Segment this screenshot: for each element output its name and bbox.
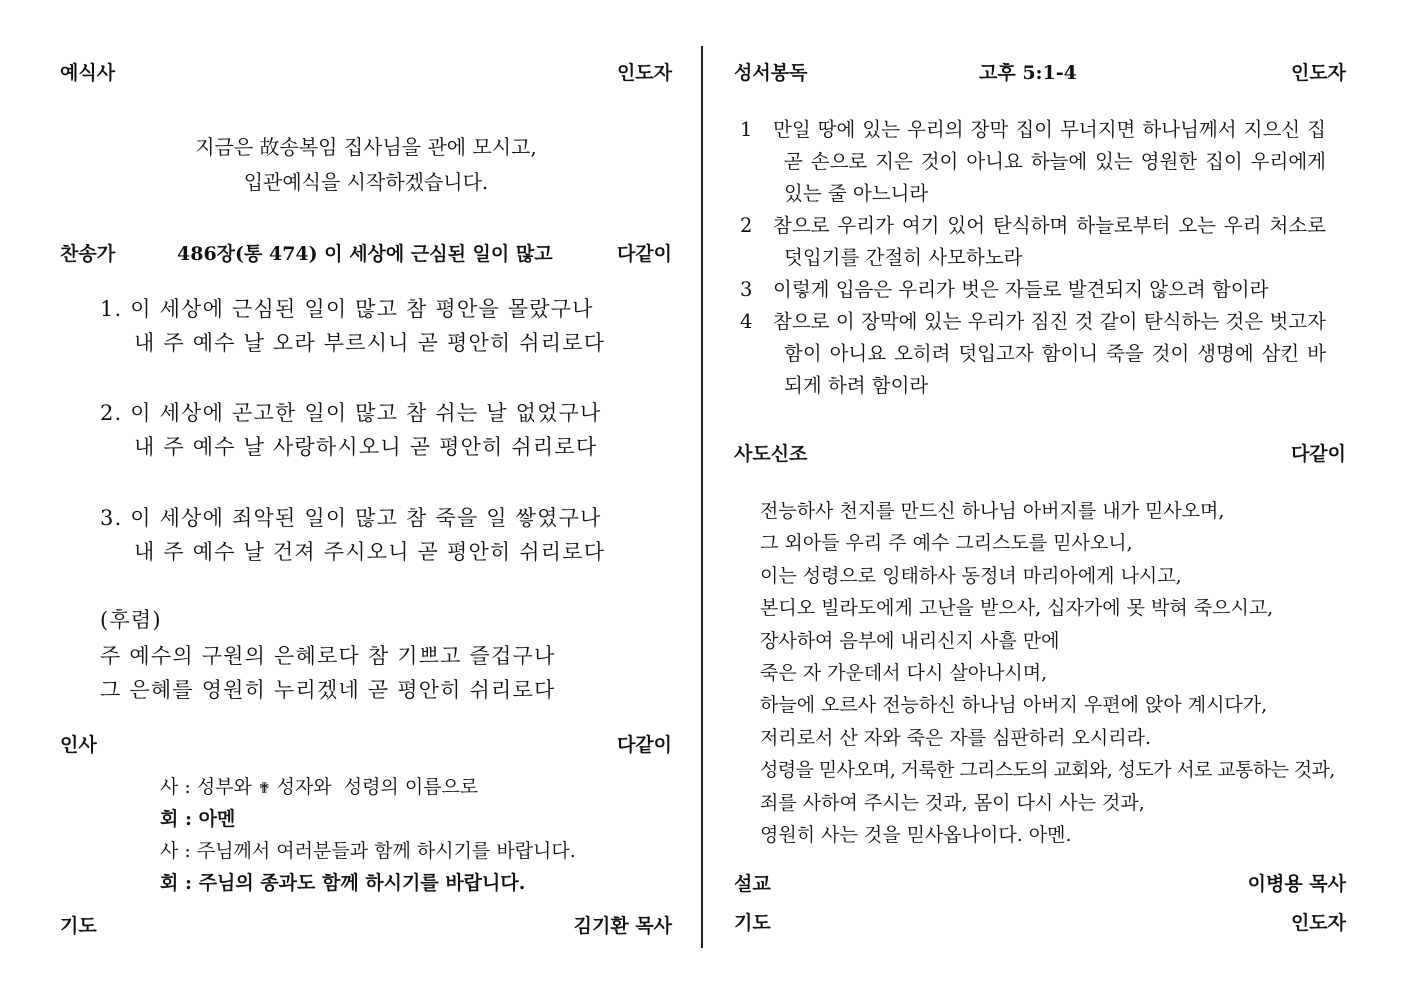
creed-line: 이는 성령으로 잉태하사 동정녀 마리아에게 나시고, [760,564,1182,587]
scripture-verse [740,114,1326,210]
reading-reference: 고후 5:1-4 [979,62,1077,84]
verse-text: 참으로 이 장막에 있는 우리가 짐진 것 같이 탄식하는 것은 벗고자 함이 아니요 오히려 덧입고자 함이니 죽을 것이 생명에 삼킨 바 되게 하려 함이라 [773,310,1326,397]
scripture-verse [740,210,1326,274]
opening-leader: 인도자 [616,62,672,84]
sermon-leader: 이병용 목사 [1247,873,1346,895]
reading-title: 성서봉독 [734,62,808,84]
hymn-line: 그 은혜를 영원히 누리겠네 곧 평안히 쉬리로다 [100,678,556,702]
greeting-header [60,730,672,756]
hymn-line: 내 주 예수 날 사랑하시오니 곧 평안히 쉬리로다 [134,435,598,459]
verse-number: 3 [740,278,753,301]
hymn-line: 3. 이 세상에 죄악된 일이 많고 참 죽을 일 쌓였구나 [100,506,602,530]
greeting-line: 사 : 성부와 ✟ 성자와 성령의 이름으로 [160,776,479,798]
creed-header [734,439,1346,465]
verse-number: 2 [740,214,753,237]
verse-text: 만일 땅에 있는 우리의 장막 집이 무너지면 하나님께서 지으신 집 곧 손으로 지은 것이 아니요 하늘에 있는 영원한 집이 우리에게 있는 줄 아느니라 [773,118,1326,205]
hymn-number: 486장(통 474) 이 세상에 근심된 일이 많고 [177,243,553,265]
hymn-line: 1. 이 세상에 근심된 일이 많고 참 평안을 몰랐구나 [100,297,594,321]
verse-text: 참으로 우리가 여기 있어 탄식하며 하늘로부터 오는 우리 처소로 덧입기를 간절히 사모하노라 [773,214,1326,269]
page-divider [701,46,703,948]
opening-title: 예식사 [60,62,116,84]
creed-line: 저리로서 산 자와 죽은 자를 심판하러 오시리라. [760,726,1152,749]
prayer-header [60,911,672,937]
creed-line: 전능하사 천지를 만드신 하나님 아버지를 내가 믿사오며, [760,500,1225,522]
greeting-line: 회 : 아멘 [160,808,236,830]
verse-text: 이렇게 입음은 우리가 벗은 자들로 발견되지 않으려 함이라 [773,278,1269,301]
sermon-header [734,869,1346,895]
greeting-line: 회 : 주님의 종과도 함께 하시기를 바랍니다. [160,872,526,894]
scripture-verse [740,274,1326,306]
greeting-line: 사 : 주님께서 여러분들과 함께 하시기를 바랍니다. [160,840,576,862]
reading-header [734,58,1346,84]
prayer-title: 기도 [60,915,97,937]
prayer2-header [734,908,1346,934]
verse-number: 4 [740,310,753,333]
hymn-header [60,239,672,265]
creed-line: 영원히 사는 것을 믿사옵나이다. 아멘. [760,824,1072,847]
hymn-line: 주 예수의 구원의 은혜로다 참 기쁘고 즐겁구나 [100,644,556,668]
verse-number: 1 [740,118,753,141]
hymn-line: 내 주 예수 날 건져 주시오니 곧 평안히 쉬리로다 [134,540,606,564]
creed-title: 사도신조 [734,443,808,465]
hymn-title: 찬송가 [60,243,116,265]
opening-header [60,58,672,84]
prayer2-leader: 인도자 [1290,912,1346,934]
scripture-verse [740,306,1326,402]
opening-text-line: 지금은 故송복임 집사님을 관에 모시고, [195,135,537,159]
hymn-line: 2. 이 세상에 곤고한 일이 많고 참 쉬는 날 없었구나 [100,401,602,425]
creed-line: 장사하여 음부에 내리신지 사흘 만에 [760,629,1060,652]
greeting-leader: 다같이 [616,734,672,756]
hymn-line: 내 주 예수 날 오라 부르시니 곧 평안히 쉬리로다 [134,331,606,355]
creed-line: 성령을 믿사오며, 거룩한 그리스도의 교회와, 성도가 서로 교통하는 것과, [760,759,1335,782]
creed-text [760,495,1335,851]
creed-line: 죄를 사하여 주시는 것과, 몸이 다시 사는 것과, [760,791,1145,814]
reading-leader: 인도자 [1290,62,1346,84]
left-page [60,0,672,992]
creed-line: 본디오 빌라도에게 고난을 받으사, 십자가에 못 박혀 죽으시고, [760,597,1274,620]
cross-icon: ✟ [257,779,271,797]
right-page [734,0,1346,992]
hymn-leader: 다같이 [616,243,672,265]
creed-line: 죽은 자 가운데서 다시 살아나시며, [760,662,1048,685]
prayer-leader: 김기환 목사 [573,915,672,937]
creed-line: 하늘에 오르사 전능하신 하나님 아버지 우편에 앉아 계시다가, [760,694,1268,717]
hymn-refrain-label: (후렴) [100,608,162,632]
greeting-title: 인사 [60,734,97,756]
opening-text-line: 입관예식을 시작하겠습니다. [243,170,489,194]
creed-leader: 다같이 [1290,443,1346,465]
prayer2-title: 기도 [734,912,771,934]
creed-line: 그 외아들 우리 주 예수 그리스도를 믿사오니, [760,532,1133,555]
sermon-title: 설교 [734,873,771,895]
